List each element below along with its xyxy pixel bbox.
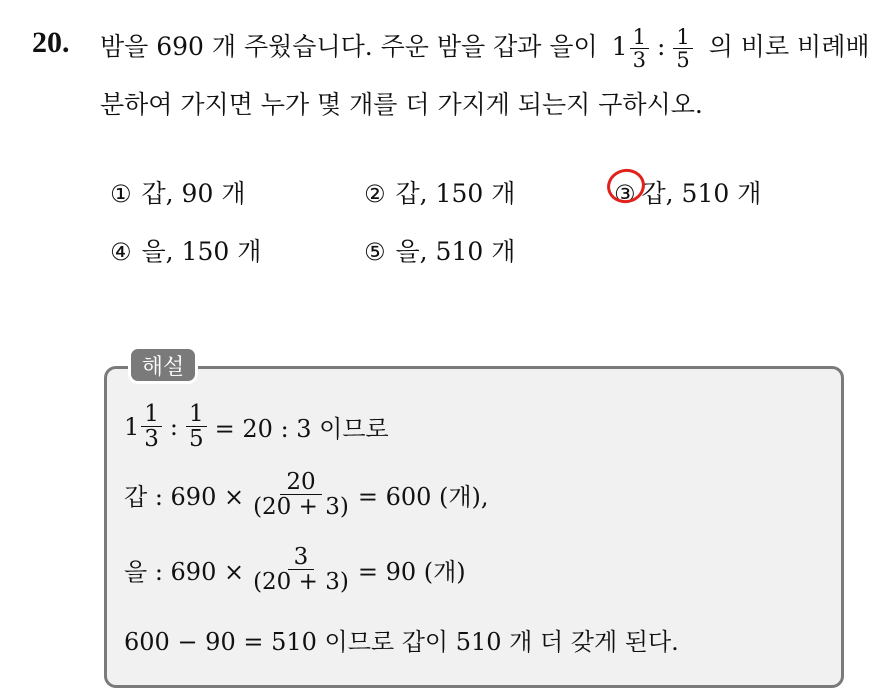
option-4[interactable] <box>110 232 261 268</box>
fraction-numerator: 3 <box>288 545 315 570</box>
option-text: 갑, 150 개 <box>395 179 516 208</box>
option-marker: ④ <box>110 238 132 266</box>
solution-label: 해설 <box>128 346 198 384</box>
option-2[interactable] <box>364 174 515 210</box>
option-1[interactable] <box>110 174 245 210</box>
solution-line-4 <box>124 622 679 657</box>
fraction-denominator: 3 <box>632 48 646 73</box>
solution-text: 600 − 90 = 510 이므로 갑이 510 개 더 갖게 된다. <box>124 628 679 656</box>
fraction-denominator: 3 <box>144 426 159 453</box>
option-marker: ⑤ <box>364 238 386 266</box>
ratio-whole: 1 <box>124 412 140 441</box>
option-text: 갑, 510 개 <box>641 179 762 208</box>
option-text: 을, 150 개 <box>141 237 262 266</box>
fraction-numerator: 1 <box>673 26 692 49</box>
solution-line-1 <box>124 402 395 451</box>
solution-text: 갑 : 690 × <box>124 483 245 512</box>
solution-line-2 <box>124 470 489 519</box>
solution-text: = 90 (개) <box>357 558 466 587</box>
ratio-whole: 1 <box>611 32 628 62</box>
question-line-2: 분하여 가지면 누가 몇 개를 더 가지게 되는지 구하시오. <box>100 90 703 119</box>
fraction-numerator: 20 <box>280 470 321 495</box>
option-marker: ③ <box>614 180 636 208</box>
question-text: 밤을 690 개 주웠습니다. 주운 밤을 갑과 을이 <box>100 32 598 62</box>
ratio-fraction-1 <box>630 26 649 71</box>
option-marker: ② <box>364 180 386 208</box>
solution-line-3 <box>124 545 466 594</box>
question-tail: 의 비로 비례배 <box>708 32 870 62</box>
fraction-numerator: 1 <box>186 402 207 427</box>
solution-text: 을 : 690 × <box>124 558 245 587</box>
option-5[interactable] <box>364 232 515 268</box>
solution-text: = 600 (개), <box>357 483 489 512</box>
fraction-denominator: (20 + 3) <box>253 569 349 596</box>
solution-fraction-1 <box>141 402 162 451</box>
option-text: 갑, 90 개 <box>141 179 246 208</box>
option-marker: ① <box>110 180 132 208</box>
solution-fraction <box>250 545 352 594</box>
option-text: 을, 510 개 <box>395 237 516 266</box>
solution-text: = 20 : 3 이므로 <box>214 415 389 444</box>
fraction-denominator: 5 <box>676 48 690 73</box>
ratio-fraction-2 <box>673 26 692 71</box>
fraction-numerator: 1 <box>630 26 649 49</box>
fraction-denominator: 5 <box>189 426 204 453</box>
solution-fraction-2 <box>186 402 207 451</box>
ratio-colon: : <box>656 32 666 62</box>
fraction-numerator: 1 <box>141 402 162 427</box>
question-line-1 <box>100 26 870 71</box>
question-number: 20. <box>32 26 70 59</box>
fraction-denominator: (20 + 3) <box>253 494 349 521</box>
solution-fraction <box>250 470 352 519</box>
ratio-colon: : <box>169 412 179 441</box>
